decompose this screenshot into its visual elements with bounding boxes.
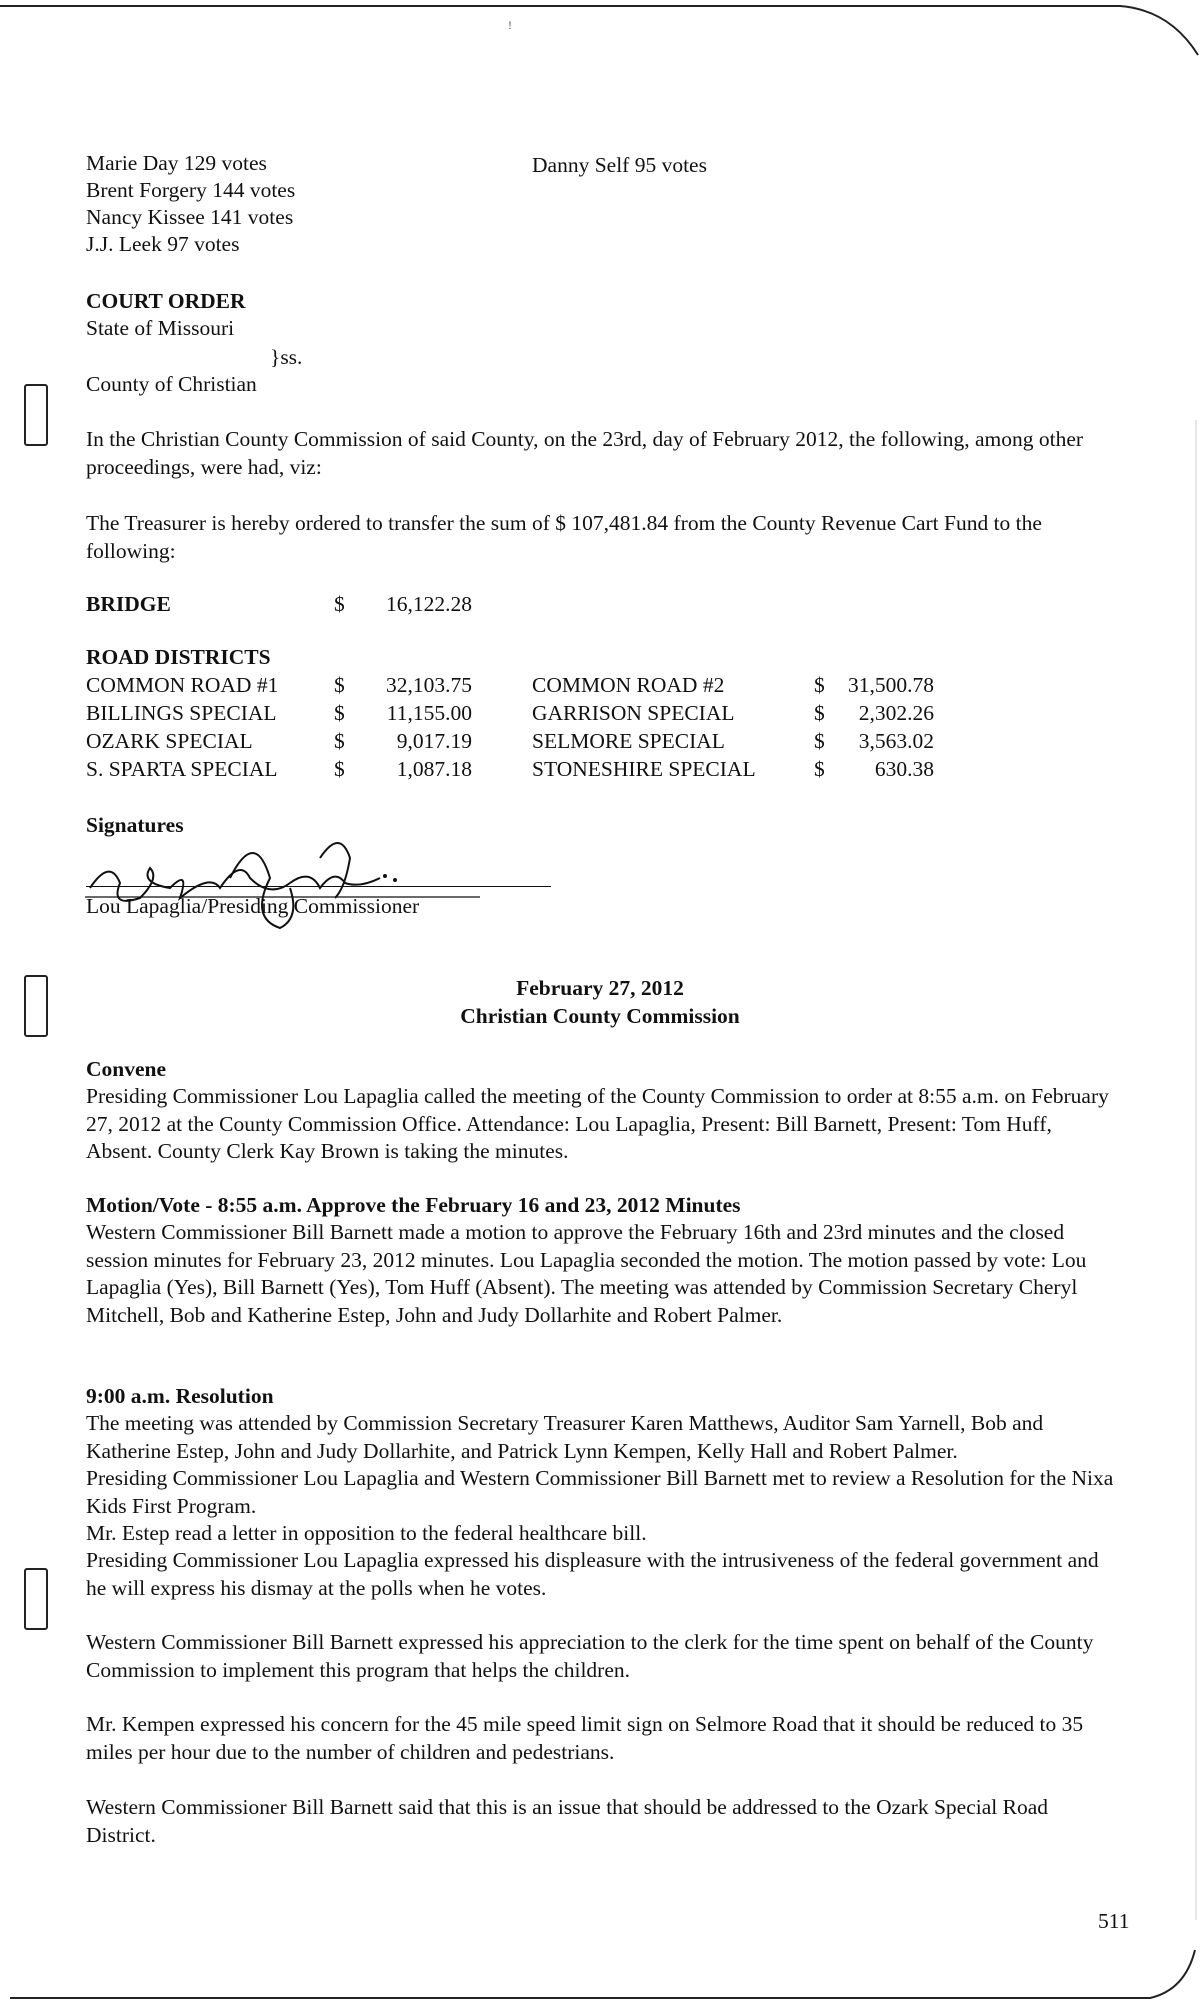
section-paragraph: Mr. Estep read a letter in opposition to the federal healthcare bill.	[86, 1521, 647, 1545]
signature-rule	[86, 886, 551, 887]
bridge-amount: 16,122.28	[386, 592, 472, 616]
section-heading-convene: Convene	[86, 1057, 167, 1081]
section-heading-motion: Motion/Vote - 8:55 a.m. Approve the February 16 and 23, 2012 Minutes	[86, 1193, 741, 1217]
district-currency: $	[334, 729, 345, 753]
section-paragraph: Presiding Commissioner Lou Lapaglia expressed his displeasure with the intrusiveness of the federal government and he will express his dismay at the polls when he votes.	[86, 1548, 1099, 1600]
vote-entry: Nancy Kissee 141 votes	[86, 205, 294, 229]
state-line: State of Missouri	[86, 316, 235, 340]
district-currency: $	[334, 701, 345, 725]
vote-entry: J.J. Leek 97 votes	[86, 232, 240, 256]
binder-hole	[24, 1568, 48, 1630]
vote-entry: Marie Day 129 votes	[86, 151, 267, 175]
district-label: BILLINGS SPECIAL	[86, 701, 277, 725]
meeting-body: Christian County Commission	[460, 1004, 740, 1028]
district-label: SELMORE SPECIAL	[532, 729, 725, 753]
district-amount: 1,087.18	[396, 757, 472, 781]
district-amount: 2,302.26	[858, 701, 934, 725]
section-paragraph: Mr. Kempen expressed his concern for the 45 mile speed limit sign on Selmore Road that it should be reduced to 35 miles per hour due to the number of children and pedestrians.	[86, 1712, 1084, 1764]
district-currency: $	[334, 673, 345, 697]
district-label: COMMON ROAD #2	[532, 673, 725, 697]
top-mark: !	[508, 18, 512, 32]
court-order-title: COURT ORDER	[86, 289, 246, 313]
district-label: STONESHIRE SPECIAL	[532, 757, 756, 781]
section-heading-resolution: 9:00 a.m. Resolution	[86, 1384, 274, 1408]
signature-name: Lou Lapaglia/Presiding Commissioner	[86, 894, 420, 918]
section-paragraph: The meeting was attended by Commission Secretary Treasurer Karen Matthews, Auditor Sam Yarnell, Bob and Katherine Estep, John and Judy Dollarhite, and Patrick Lynn Kempen, Kelly Hall and Robert Palmer.	[86, 1411, 1044, 1463]
transfer-statement: The Treasurer is hereby ordered to transfer the sum of $ 107,481.84 from the County Revenue Cart Fund to the following:	[86, 511, 1042, 563]
vote-entry-right: Danny Self 95 votes	[532, 153, 707, 177]
section-paragraph: Presiding Commissioner Lou Lapaglia and Western Commissioner Bill Barnett met to review a Resolution for the Nixa Kids First Program.	[86, 1466, 1114, 1518]
district-amount: 11,155.00	[386, 701, 472, 725]
bridge-currency: $	[334, 592, 345, 616]
district-amount: 3,563.02	[858, 729, 934, 753]
district-amount: 9,017.19	[396, 729, 472, 753]
district-amount: 630.38	[874, 757, 934, 781]
district-currency: $	[814, 673, 825, 697]
district-label: S. SPARTA SPECIAL	[86, 757, 278, 781]
section-paragraph: Presiding Commissioner Lou Lapaglia called the meeting of the County Commission to order at 8:55 a.m. on February 27, 2012 at the County Commission Office. Attendance: Lou Lapaglia, Present: Bill Barnett, Present: Tom Huff, Absent. County Clerk Kay Brown is taking the minutes.	[86, 1084, 1109, 1163]
vote-entry: Brent Forgery 144 votes	[86, 178, 296, 202]
section-paragraph: Western Commissioner Bill Barnett said that this is an issue that should be addressed to the Ozark Special Road District.	[86, 1795, 1049, 1847]
court-order-intro: In the Christian County Commission of said County, on the 23rd, day of February 2012, the following, among other proceedings, were had, viz:	[86, 427, 1084, 479]
signatures-title: Signatures	[86, 813, 184, 837]
meeting-date: February 27, 2012	[516, 976, 684, 1000]
district-currency: $	[814, 757, 825, 781]
county-line: County of Christian	[86, 372, 257, 396]
district-currency: $	[814, 729, 825, 753]
district-currency: $	[814, 701, 825, 725]
district-currency: $	[334, 757, 345, 781]
district-amount: 32,103.75	[386, 673, 472, 697]
district-label: GARRISON SPECIAL	[532, 701, 735, 725]
bridge-label: BRIDGE	[86, 592, 171, 616]
page-number: 511	[1098, 1909, 1130, 1933]
handwritten-signature	[80, 828, 480, 938]
road-districts-title: ROAD DISTRICTS	[86, 645, 271, 669]
ss-bracket: }ss.	[270, 345, 303, 369]
binder-hole	[24, 384, 48, 446]
district-amount: 31,500.78	[848, 673, 934, 697]
vote-list	[86, 150, 295, 258]
district-label: COMMON ROAD #1	[86, 673, 279, 697]
district-label: OZARK SPECIAL	[86, 729, 253, 753]
section-paragraph: Western Commissioner Bill Barnett expressed his appreciation to the clerk for the time spent on behalf of the County Commission to implement this program that helps the children.	[86, 1630, 1094, 1682]
section-paragraph: Western Commissioner Bill Barnett made a motion to approve the February 16th and 23rd minutes and the closed session minutes for February 23, 2012 minutes. Lou Lapaglia seconded the motion. The motion passed by vote: Lou Lapaglia (Yes), Bill Barnett (Yes), Tom Huff (Absent). The meeting was attended by Commission Secretary Cheryl Mitchell, Bob and Katherine Estep, John and Judy Dollarhite and Robert Palmer.	[86, 1220, 1087, 1327]
